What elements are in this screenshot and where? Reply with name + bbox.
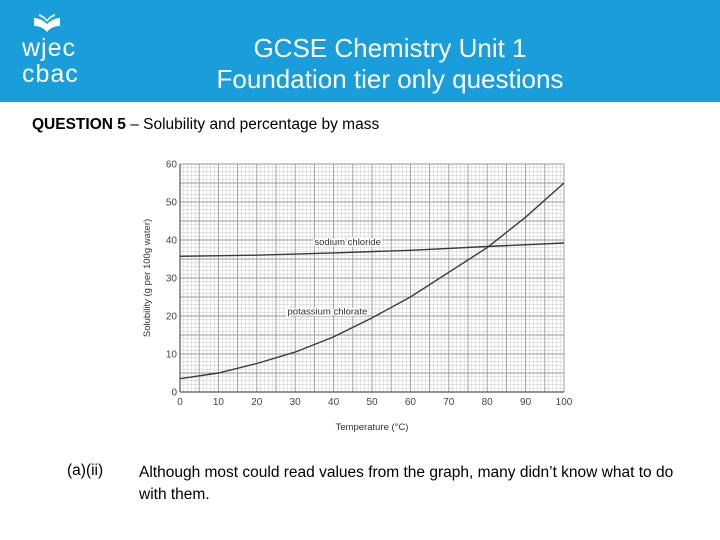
- y-tick-label: 20: [165, 311, 177, 323]
- logo-text-wjec: wjec: [22, 34, 77, 62]
- x-tick-label: 10: [212, 397, 224, 408]
- y-tick-label: 10: [165, 349, 177, 361]
- x-tick-label: 80: [481, 397, 493, 408]
- x-tick-label: 20: [251, 397, 263, 408]
- question-separator: –: [125, 116, 144, 133]
- logo-text-cbac: cbac: [22, 60, 79, 88]
- y-tick-label: 0: [171, 387, 177, 399]
- x-tick-label: 90: [520, 397, 532, 408]
- series-label: potassium chlorate: [287, 306, 368, 318]
- x-axis-label: Temperature (°C): [335, 422, 409, 433]
- x-tick-label: 0: [177, 397, 183, 408]
- note-text: Although most could read values from the graph, many didn’t know what to do with them.: [139, 464, 674, 503]
- y-tick-label: 60: [165, 159, 177, 171]
- slide-title-line1: GCSE Chemistry Unit 1: [253, 33, 527, 63]
- x-tick-label: 30: [289, 397, 301, 408]
- note-part-label: (a)(ii): [67, 462, 104, 479]
- y-tick-label: 30: [165, 273, 177, 285]
- slide-header: [0, 0, 720, 102]
- x-tick-label: 50: [366, 397, 378, 408]
- wjec-cbac-logo: [18, 14, 88, 86]
- solubility-chart-svg: [136, 152, 576, 438]
- solubility-chart: [136, 152, 576, 438]
- x-tick-label: 70: [443, 397, 455, 408]
- question-text: Solubility and percentage by mass: [143, 116, 380, 133]
- series-label: sodium chloride: [314, 236, 381, 248]
- x-tick-label: 60: [404, 397, 416, 408]
- x-tick-label: 100: [555, 397, 573, 408]
- question-label: QUESTION 5: [32, 116, 126, 133]
- y-tick-label: 50: [165, 197, 177, 209]
- y-tick-label: 40: [165, 235, 177, 247]
- y-axis-label: Solubility (g per 100g water): [142, 218, 153, 338]
- question-heading: [32, 116, 379, 134]
- x-tick-label: 40: [328, 397, 340, 408]
- slide-title-line2: Foundation tier only questions: [216, 64, 564, 94]
- open-book-icon: [32, 14, 62, 34]
